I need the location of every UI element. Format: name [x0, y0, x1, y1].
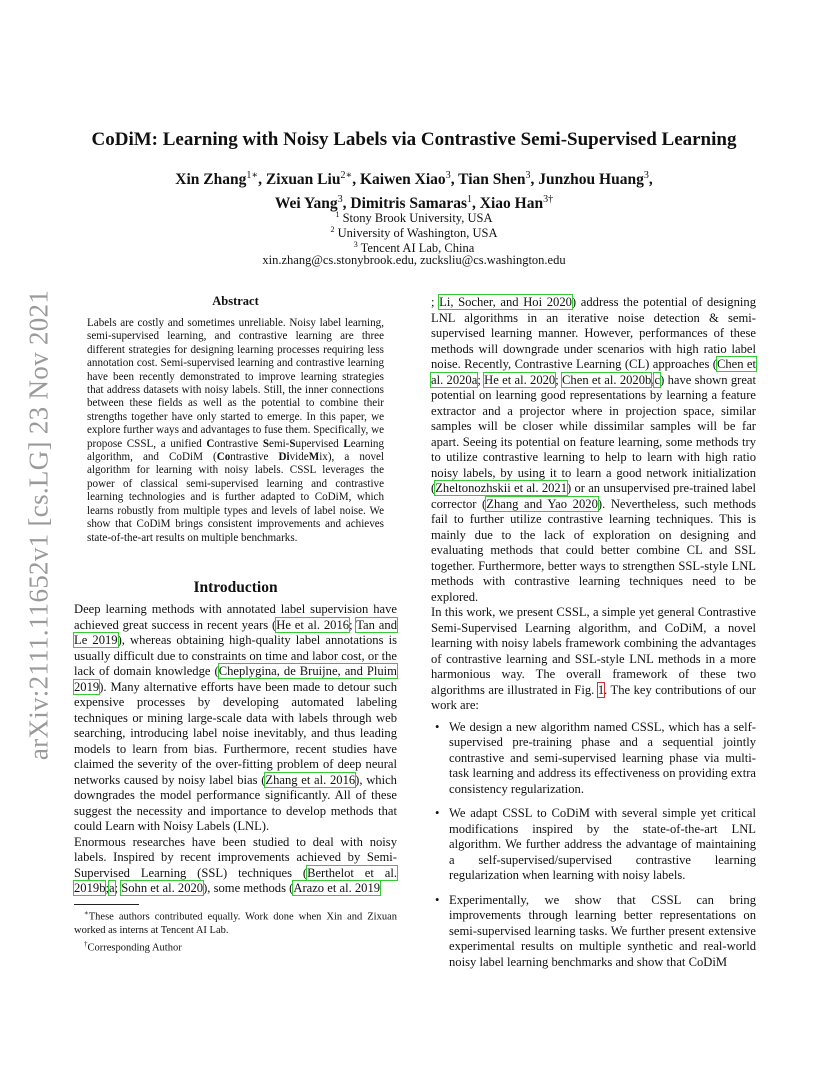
abstract-text: Labels are costly and sometimes unreliable. Noisy label learning, semi-supervised learning, and contrastive learning are three different strategies for designing learning processes requiring less annotation cost. Semi-supervised learning and contrastive learning have been recently demonstrated to improve learning strategies that address datasets with noisy labels. Still, the inner connections between these fields as well as the potential to combine their strengths together have only started to emerge. In this paper, we explore further ways and advantages to fuse them. Specifically, we propose CSSL, a unified Contrastive Semi-Supervised Learning algorithm, and CoDiM (Contrastive DivideMix), a novel algorithm for learning with noisy labels. CSSL leverages the power of classical semi-supervised learning and contrastive learning technologies and is further adapted to CoDiM, which learns robustly from multiple types and levels of label noise. We show that CoDiM brings consistent improvements and achieves state-of-the-art results on multiple benchmarks. — [87, 317, 384, 544]
bullet-icon: • — [435, 806, 440, 820]
citation-link[interactable]: Li, Socher, and Hoi 2020 — [439, 295, 572, 309]
citation-link[interactable]: Zhang et al. 2016 — [265, 772, 356, 787]
footnote-corresponding: †Corresponding Author — [84, 939, 182, 954]
citation-link[interactable]: Chen et al. 2020b — [562, 372, 652, 387]
citation-link[interactable]: He et al. 2016 — [276, 617, 350, 632]
affiliation: $^3$ Tencent AI Lab, China — [353, 240, 475, 256]
citation-link[interactable]: Zhang and Yao 2020 — [486, 496, 598, 511]
citation-link[interactable]: Sohn et al. 2020 — [121, 881, 204, 895]
author: Xin Zhang$^{1∗}$ — [175, 170, 259, 189]
author: Wei Yang$^3$ — [274, 194, 343, 213]
arxiv-side-stamp — [14, 290, 64, 760]
citation-link[interactable]: Chen et al. 2020a — [431, 357, 757, 387]
author-line-1: Xin Zhang$^{1∗}$, Zixuan Liu$^{2∗}$, Kaiwen Xiao$^3$, Tian Shen$^3$, Junzhou Huang$^3$, — [175, 170, 653, 189]
citation-link[interactable]: Cheplygina, de Bruijne, and Pluim 2019 — [74, 664, 397, 694]
author: Dimitris Samaras$^1$ — [350, 194, 473, 213]
bullet-icon: • — [435, 892, 440, 907]
citation-link[interactable]: c — [654, 372, 661, 387]
affiliation: $^2$ University of Washington, USA — [330, 225, 498, 241]
abstract-heading: Abstract — [212, 294, 259, 308]
left-column-body — [74, 602, 397, 897]
citation-link[interactable]: Zheltonozhskii et al. 2021 — [435, 481, 568, 495]
contributions-list — [431, 720, 756, 971]
author: Tian Shen$^3$ — [458, 170, 531, 189]
contribution-item: • We adapt CSSL to CoDiM with several simple yet critical modifications inspired by the state-of-the-art LNL algorithm. We further address the advantage of maintaining a self-supervised/supervised contrastive learning regularization when learning with noisy labels. — [435, 806, 756, 882]
affiliation: $^1$ Stony Brook University, USA — [335, 210, 493, 226]
citation-link[interactable]: a — [108, 881, 115, 895]
bullet-icon: • — [435, 719, 440, 734]
author: Xiao Han$^{3\dagger}$ — [479, 194, 554, 213]
citation-link[interactable]: Berthelot et al. 2019b — [74, 865, 397, 895]
intro-paragraph-2: Enormous researches have been studied to deal with noisy labels. Inspired by recent improvements achieved by Semi-Supervised Learning (SSL) techniques (Berthelot et al. 2019b;a; Sohn et al. 2020), some methods (Arazo et al. 2019 — [74, 834, 397, 895]
right-column-body — [431, 295, 756, 979]
author: Zixuan Liu$^{2∗}$ — [265, 170, 353, 189]
footnotes — [74, 907, 397, 955]
introduction-heading: Introduction — [193, 579, 278, 596]
intro-paragraph-1: Deep learning methods with annotated label supervision have achieved great success in recent years (He et al. 2016; Tan and Le 2019), whereas obtaining high-quality label annotations is usually difficult due to constraints on time and labor cost, or the lack of domain knowledge (Cheplygina, de Bruijne, and Pluim 2019). Many alternative efforts have been made to detour such expensive processes by developing automated labeling techniques or mining large-scale data with labels through web searching, introducing label noise inevitably, and thus leading models to learn from bias. Furthermore, recent studies have claimed the severity of the over-fitting problem of deep neural networks caused by noisy label bias (Zhang et al. 2016), which downgrades the model performance significantly. All of these suggest the necessity and importance to develop methods that could Learn with Noisy Labels (LNL). — [74, 602, 397, 833]
intro-paragraph-2-cont: ; Li, Socher, and Hoi 2020) address the potential of designing LNL algorithms in an iterative noise detection & semi-supervised learning manner. However, performances of these methods will downgrade under scenarios with high ratio label noise. Recently, Contrastive Learning (CL) approaches (Chen et al. 2020a; He et al. 2020; Chen et al. 2020b,c) have shown great potential on learning good representations by learning a feature extractor and a projector where in projection space, similar samples will be closer while dissimilar samples will be far apart. Seeing its potential on feature learning, some methods try to utilize contrastive learning to help to learn with high ratio noisy labels, by using it to learn a good network initialization (Zheltonozhskii et al. 2021) or an unsupervised pre-trained label corrector (Zhang and Yao 2020). Nevertheless, such methods fail to further utilize contrastive learning techniques. This is mainly due to the lack of exploration on designing and evaluating methods that could better combine CL and SSL together. Furthermore, better ways to strengthen SSL-style LNL methods with contrastive learning techniques need to be explored. — [431, 295, 757, 604]
contribution-item: • We design a new algorithm named CSSL, which has a self-supervised pre-training phase and a sequential jointly contrastive and semi-supervised learning phase via multi-task learning and address its effectiveness on providing extra consistency regularization. — [435, 719, 756, 796]
paper-title: CoDiM: Learning with Noisy Labels via Contrastive Semi-Supervised Learning — [91, 129, 737, 150]
citation-link[interactable]: Tan and Le 2019 — [74, 617, 397, 647]
figure-reference-link[interactable]: 1 — [597, 682, 605, 697]
footnote-equal-contribution: ∗These authors contributed equally. Work done when Xin and Zixuan worked as interns at Tencent AI Lab. — [74, 909, 397, 937]
citation-link[interactable]: He et al. 2020 — [484, 372, 556, 387]
contribution-item: • Experimentally, we show that CSSL can bring improvements through learning better representations on semi-supervised learning tasks. We further present extensive experimental results on multiple synthetic and real-world noisy label learning benchmarks and show that CoDiM — [435, 892, 756, 969]
intro-paragraph-3: In this work, we present CSSL, a simple yet general Contrastive Semi-Supervised Learning algorithm, and CoDiM, a novel learning with noisy labels framework combining the advantages of contrastive learning and SSL-style LNL methods in a more harmonious way. The overall framework of these two algorithms are illustrated in Fig. 1. The key contributions of our work are: — [431, 605, 756, 712]
citation-link[interactable]: Arazo et al. 2019 — [293, 881, 381, 895]
author-emails: xin.zhang@cs.stonybrook.edu, zucksliu@cs.washington.edu — [262, 253, 566, 267]
arxiv-stamp-text: arXiv:2111.11652v1 [cs.LG] 23 Nov 2021 — [23, 289, 54, 761]
footnote-rule — [74, 904, 139, 905]
author: Junzhou Huang$^3$ — [538, 170, 649, 189]
author-line-2: Wei Yang$^3$, Dimitris Samaras$^1$, Xiao Han$^{3\dagger}$ — [274, 194, 554, 213]
author: Kaiwen Xiao$^3$ — [360, 170, 451, 189]
